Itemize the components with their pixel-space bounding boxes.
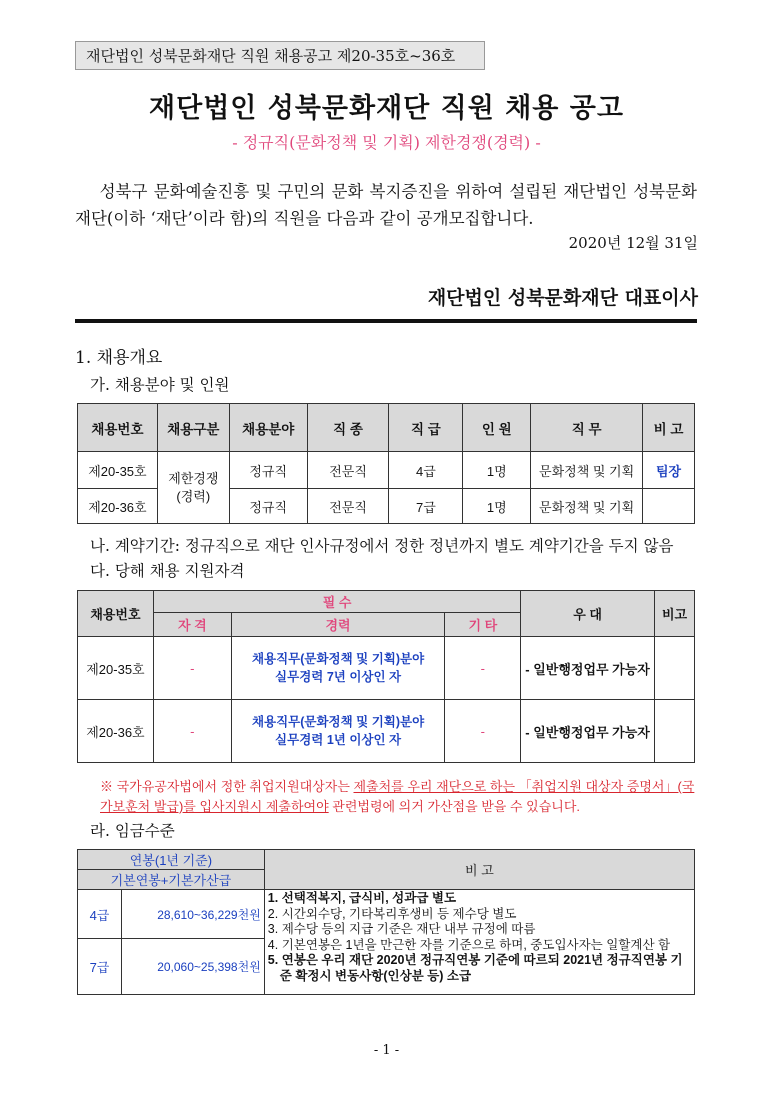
page-number: - 1 - [373, 1043, 400, 1058]
salary-notes [264, 890, 694, 995]
cell-qual: - [153, 637, 231, 700]
cell-pref: - 일반행정업무 가능자 [521, 700, 655, 763]
th-salary: 연봉(1년 기준) [78, 850, 265, 870]
th-qual: 자 격 [153, 613, 231, 637]
cell-etc: - [445, 637, 521, 700]
page-title: 재단법인 성북문화재단 직원 채용 공고 [149, 93, 624, 124]
salary-table [77, 849, 695, 995]
th-category: 채용구분 [157, 404, 229, 452]
recruitment-table [77, 403, 695, 524]
note-item: 4. 기본연봉은 1년을 만근한 자를 기준으로 하며, 중도입사자는 일할계산 함 [267, 937, 671, 952]
th-required: 필 수 [153, 591, 520, 613]
note-item: 5. 연봉은 우리 재단 2020년 정규직연봉 기준에 따르되 2021년 정규직연봉 기준 확정시 변동사항(인상분 등) 소급 [267, 953, 683, 983]
cell-grade: 4급 [78, 890, 122, 939]
cell-note [643, 489, 695, 524]
cell-amount: 28,610~36,229천원 [121, 890, 264, 939]
sub-heading-ga: 가. 채용분야 및 인원 [90, 376, 230, 394]
cell-grade: 4급 [389, 452, 463, 489]
signer: 재단법인 성북문화재단 대표이사 [427, 287, 698, 309]
note-item: 2. 시간외수당, 기타복리후생비 등 제수당 별도 [267, 906, 517, 921]
cell-category: 제한경쟁 (경력) [157, 452, 229, 524]
th-type: 직 종 [307, 404, 389, 452]
table-row [78, 700, 695, 763]
th-no: 채용번호 [78, 404, 158, 452]
th-pref: 우 대 [521, 591, 655, 637]
cell-type: 전문직 [307, 489, 389, 524]
cell-duty: 문화정책 및 기획 [531, 452, 643, 489]
th-note: 비 고 [264, 850, 694, 890]
cell-count: 1명 [463, 452, 531, 489]
th-career: 경력 [231, 613, 445, 637]
th-note: 비고 [655, 591, 695, 637]
contract-period: 나. 계약기간: 정규직으로 재단 인사규정에서 정한 정년까지 별도 계약기간을 두지 않음 [90, 537, 674, 555]
table-row [78, 452, 695, 489]
cell-type: 전문직 [307, 452, 389, 489]
cell-no: 제20-36호 [78, 700, 154, 763]
page-subtitle: - 정규직(문화정책 및 기획) 제한경쟁(경력) - [232, 133, 541, 152]
note-item: 3. 제수당 등의 지급 기준은 재단 내부 규정에 따름 [267, 922, 536, 936]
cell-no: 제20-35호 [78, 452, 158, 489]
table-row [78, 637, 695, 700]
cell-no: 제20-35호 [78, 637, 154, 700]
divider [75, 319, 697, 323]
cell-no: 제20-36호 [78, 489, 158, 524]
cell-note [655, 637, 695, 700]
intro-text: 성북구 문화예술진흥 및 구민의 문화 복지증진을 위하여 설립된 재단법인 성북문화재단(이하 ‘재단’이라 함)의 직원을 다음과 같이 공개모집합니다. [75, 182, 697, 228]
cell-grade: 7급 [78, 939, 122, 995]
qualification-table [77, 590, 695, 763]
cell-qual: - [153, 700, 231, 763]
cell-career: 채용직무(문화정책 및 기획)분야 실무경력 7년 이상인 자 [231, 637, 445, 700]
note-item: 1. 선택적복지, 급식비, 성과급 별도 [267, 891, 457, 905]
cell-duty: 문화정책 및 기획 [531, 489, 643, 524]
cell-field: 정규직 [229, 452, 307, 489]
th-note: 비 고 [643, 404, 695, 452]
th-grade: 직 급 [389, 404, 463, 452]
cell-note: 팀장 [643, 452, 695, 489]
th-field: 채용분야 [229, 404, 307, 452]
cell-count: 1명 [463, 489, 531, 524]
th-etc: 기 타 [445, 613, 521, 637]
th-count: 인 원 [463, 404, 531, 452]
notice-text-3: 관련법령에 의거 가산점을 받을 수 있습니다. [328, 799, 580, 814]
veteran-notice [100, 777, 700, 817]
sub-heading-ra: 라. 임금수준 [90, 822, 175, 840]
cell-career: 채용직무(문화정책 및 기획)분야 실무경력 1년 이상인 자 [231, 700, 445, 763]
notice-text-2: 제출처를 우리 재단으로 하는 「취업지원 대상자 증명서」(국가보훈처 발급)를 입사지원시 제출하여야 [100, 779, 695, 814]
table-row [78, 890, 695, 939]
th-duty: 직 무 [531, 404, 643, 452]
cell-pref: - 일반행정업무 가능자 [521, 637, 655, 700]
intro-paragraph [75, 178, 697, 232]
cell-amount: 20,060~25,398천원 [121, 939, 264, 995]
cell-etc: - [445, 700, 521, 763]
cell-note [655, 700, 695, 763]
cell-grade: 7급 [389, 489, 463, 524]
announcement-date: 2020년 12월 31일 [568, 234, 698, 252]
announcement-number-label: 재단법인 성북문화재단 직원 채용공고 제20-35호~36호 [75, 41, 485, 70]
notice-text-1: ※ 국가유공자법에서 정한 취업지원대상자는 [100, 779, 354, 794]
section-heading: 1. 채용개요 [75, 348, 163, 368]
th-no: 채용번호 [78, 591, 154, 637]
cell-field: 정규직 [229, 489, 307, 524]
th-salary-basis: 기본연봉+기본가산급 [78, 870, 265, 890]
sub-heading-da: 다. 당해 채용 지원자격 [90, 562, 245, 580]
